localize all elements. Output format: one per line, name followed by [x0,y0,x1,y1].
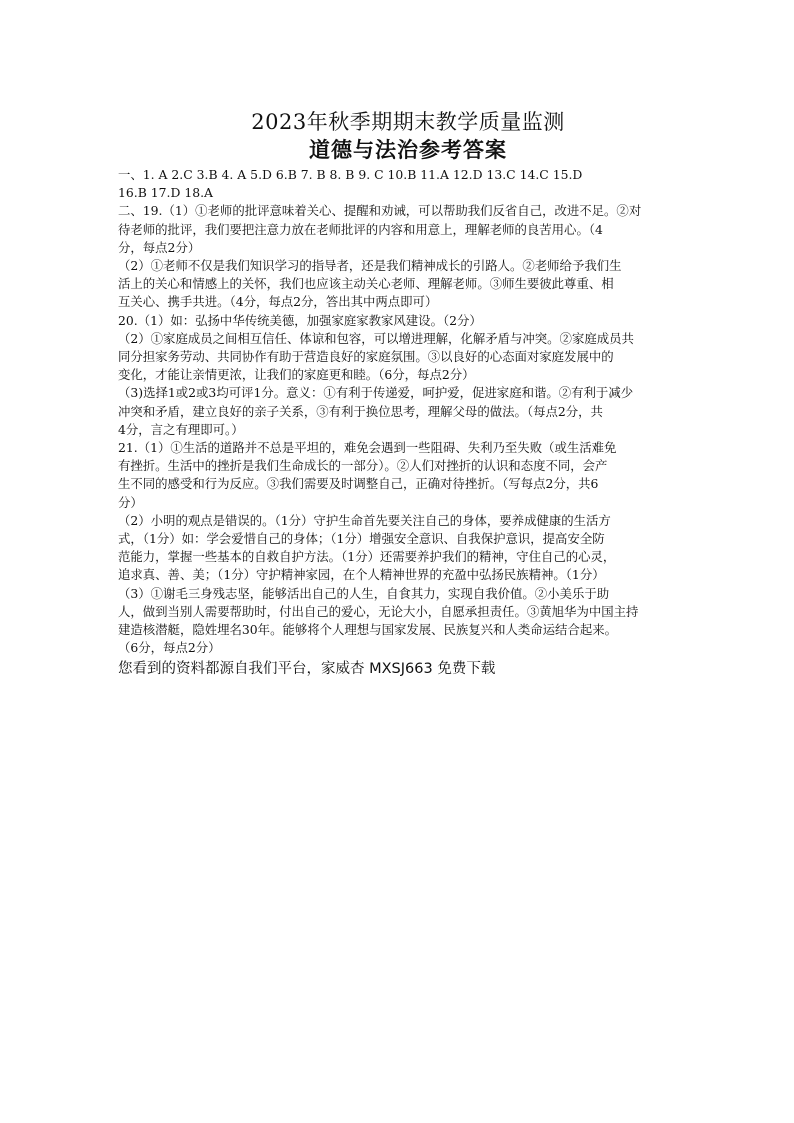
answer-sheet [118,108,698,679]
answer-line: 20.（1）如：弘扬中华传统美德，加强家庭家教家风建设。（2分） [118,312,482,328]
answer-line: （2）①家庭成员之间相互信任、体谅和包容，可以增进理解，化解矛盾与冲突。②家庭成员共 [118,330,634,346]
answer-line: 有挫折。生活中的挫折是我们生命成长的一部分）。②人们对挫折的认识和态度不同，会产 [118,458,608,474]
answer-line: 生不同的感受和行为反应。③我们需要及时调整自己，正确对待挫折。（写每点2分，共6 [118,476,599,492]
answer-line: 二、19.（1）①老师的批评意味着关心、提醒和劝诫，可以帮助我们反省自己，改进不足。②对 [118,203,642,219]
answer-line: 活上的关心和情感上的关怀，我们也应该主动关心老师、理解老师。③师生要彼此尊重、相 [118,276,614,292]
answer-line: 式，（1分）如：学会爱惜自己的身体；（1分）增强安全意识、自我保护意识，提高安全防 [118,531,605,547]
answer-line: 分，每点2分） [118,239,201,255]
answer-line: （2）①老师不仅是我们知识学习的指导者，还是我们精神成长的引路人。②老师给予我们生 [118,258,622,274]
source-notice: 您看到的资料都源自我们平台，家威杏 MXSJ663 免费下载 [118,661,496,678]
answer-line: 16.B 17.D 18.A [118,185,213,201]
answer-line: （2）小明的观点是错误的。（1分）守护生命首先要关注自己的身体，要养成健康的生活方 [118,512,611,528]
answer-line: 人，做到当别人需要帮助时，付出自己的爱心，无论大小，自愿承担责任。③黄旭华为中国主持 [118,603,639,619]
answer-line: 待老师的批评，我们要把注意力放在老师批评的内容和用意上，理解老师的良苦用心。（4 [118,221,603,237]
answer-line: 建造核潜艇，隐姓埋名30年。能够将个人理想与国家发展、民族复兴和人类命运结合起来。 [118,622,618,638]
answer-line: （3）①谢毛三身残志坚，能够活出自己的人生，自食其力，实现自我价值。②小美乐于助 [118,585,610,601]
answer-line: 21.（1）①生活的道路并不总是平坦的，难免会遇到一些阻碍、失利乃至失败（或生活难免 [118,440,617,456]
answer-line: 冲突和矛盾，建立良好的亲子关系，③有利于换位思考，理解父母的做法。（每点2分，共 [118,403,603,419]
answer-line: （3)选择1或2或3均可评1分。意义：①有利于传递爱，呵护爱，促进家庭和谐。②有利于减少 [118,385,634,401]
answer-content [118,166,698,657]
answer-line: 追求真、善、美；（1分）守护精神家园，在个人精神世界的充盈中弘扬民族精神。（1分） [118,567,605,583]
answer-line: 变化，才能让亲情更浓，让我们的家庭更和睦。（6分，每点2分） [118,367,475,383]
exam-title: 2023年秋季期期末教学质量监测 [251,110,565,134]
answer-line: 范能力，掌握一些基本的自救自护方法。（1分）还需要养护我们的精神，守住自己的心灵， [118,549,616,565]
answer-line: 一、1. A 2.C 3.B 4. A 5.D 6.B 7. B 8. B 9. C 10.B 11.A 12.D 13.C 14.C 15.D [118,167,583,182]
answer-line: 4分，言之有理即可。） [118,421,244,437]
answer-line: 同分担家务劳动、共同协作有助于营造良好的家庭氛围。③以良好的心态面对家庭发展中的 [118,349,614,365]
document-subtitle: 道德与法治参考答案 [309,137,507,162]
answer-line: （6分，每点2分） [118,640,221,656]
answer-line: 互关心、携手共进。（4分，每点2分，答出其中两点即可） [118,294,438,310]
answer-line: 分） [118,494,143,510]
